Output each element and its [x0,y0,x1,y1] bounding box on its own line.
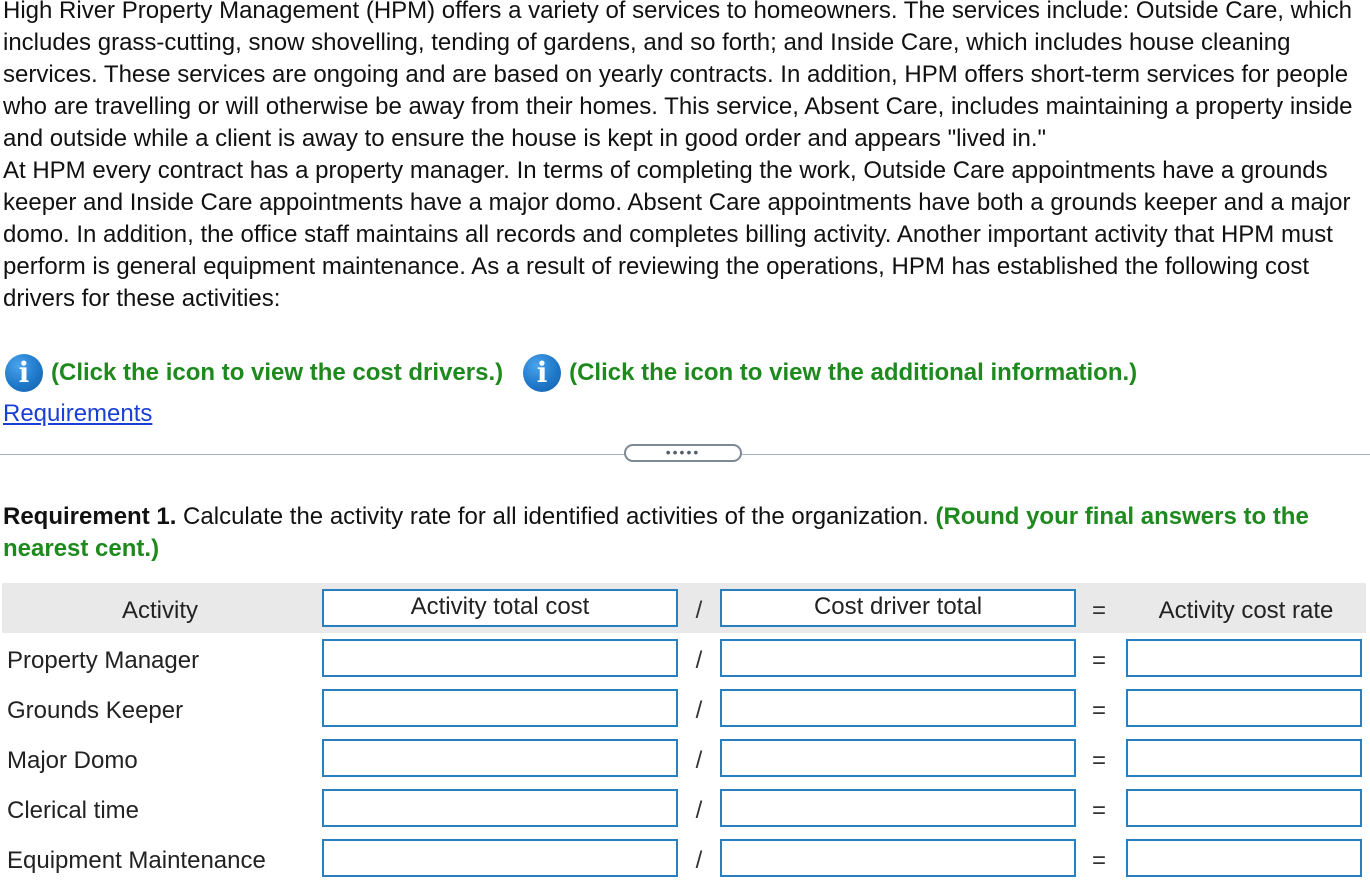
activity-cost-rate-header: Activity cost rate [1158,597,1334,624]
requirement-1-label: Requirement 1. [3,503,177,530]
divide-sign: / [695,647,703,674]
requirements-link[interactable]: Requirements [3,400,153,427]
cost-driver-total-input[interactable] [720,789,1076,827]
equals-sign: = [1091,697,1106,724]
activity-cost-rate-input[interactable] [1126,839,1362,877]
equals-sign: = [1091,797,1106,824]
activity-cost-rate-input[interactable] [1126,789,1362,827]
activity-header: Activity [121,597,198,624]
activity-cost-rate-input[interactable] [1126,689,1362,727]
divide-sign: / [695,747,703,774]
divide-sign: / [695,797,703,824]
cost-driver-total-input[interactable] [720,639,1076,677]
activity-cost-rate-input[interactable] [1126,639,1362,677]
cost-driver-total-input[interactable] [720,839,1076,877]
activity-total-cost-input[interactable] [322,639,678,677]
table-row [2,633,1366,683]
intro-paragraph-2: At HPM every contract has a property manager. In terms of completing the work, Outside Care appointments have a grounds keeper and Inside Care appointments have a major domo. Absent Care appointments have both a grounds keeper and a major domo. In addition, the office staff maintains all records and completes billing activity. Another important activity that HPM must perform is general equipment maintenance. As a result of reviewing the operations, HPM has established the following cost drivers for these activities: [3,157,1351,312]
cost-driver-total-input[interactable] [720,739,1076,777]
cost-drivers-link[interactable]: (Click the icon to view the cost drivers.) [51,359,504,386]
activity-total-cost-input[interactable] [322,739,678,777]
info-icon[interactable]: i [5,354,43,392]
equals-sign: = [1091,647,1106,674]
activity-rate-table [2,583,1366,883]
activity-name: Grounds Keeper [7,697,184,724]
divide-sign: / [695,847,703,874]
divider-drag-handle[interactable]: ••••• [624,444,742,462]
activity-name: Major Domo [7,747,138,774]
activity-cost-rate-input[interactable] [1126,739,1362,777]
intro-paragraph-1: High River Property Management (HPM) offers a variety of services to homeowners. The services include: Outside Care, which includes grass-cutting, snow shovelling, tending of gardens, and so forth; and Inside Care, which includes house cleaning services. These services are ongoing and are based on yearly contracts. In addition, HPM offers short-term services for people who are travelling or will otherwise be away from their homes. This service, Absent Care, includes maintaining a property inside and outside while a client is away to ensure the house is kept in good order and appears "lived in." [3,0,1353,152]
info-links-row [5,353,1137,393]
table-row [2,733,1366,783]
divide-sign: / [695,697,703,724]
activity-total-cost-header: Activity total cost [322,589,678,627]
additional-info-link[interactable]: (Click the icon to view the additional information.) [569,359,1138,386]
activity-total-cost-input[interactable] [322,689,678,727]
activity-name: Equipment Maintenance [7,847,266,874]
equals-sign: = [1091,597,1106,624]
problem-description [3,0,1365,315]
activity-name: Clerical time [7,797,140,824]
activity-name: Property Manager [7,647,200,674]
activity-total-cost-input[interactable] [322,789,678,827]
requirement-1-text: Calculate the activity rate for all identified activities of the organization. [176,503,936,530]
table-row [2,783,1366,833]
equals-sign: = [1091,847,1106,874]
table-row [2,833,1366,883]
requirement-1-prompt [3,501,1365,565]
table-header [2,583,1366,633]
rounding-note: (Round your final answers to the nearest cent.) [3,503,1309,562]
activity-total-cost-input[interactable] [322,839,678,877]
divide-sign: / [695,597,703,624]
table-row [2,683,1366,733]
cost-driver-total-input[interactable] [720,689,1076,727]
cost-driver-total-header: Cost driver total [720,589,1076,627]
equals-sign: = [1091,747,1106,774]
info-icon[interactable]: i [523,354,561,392]
